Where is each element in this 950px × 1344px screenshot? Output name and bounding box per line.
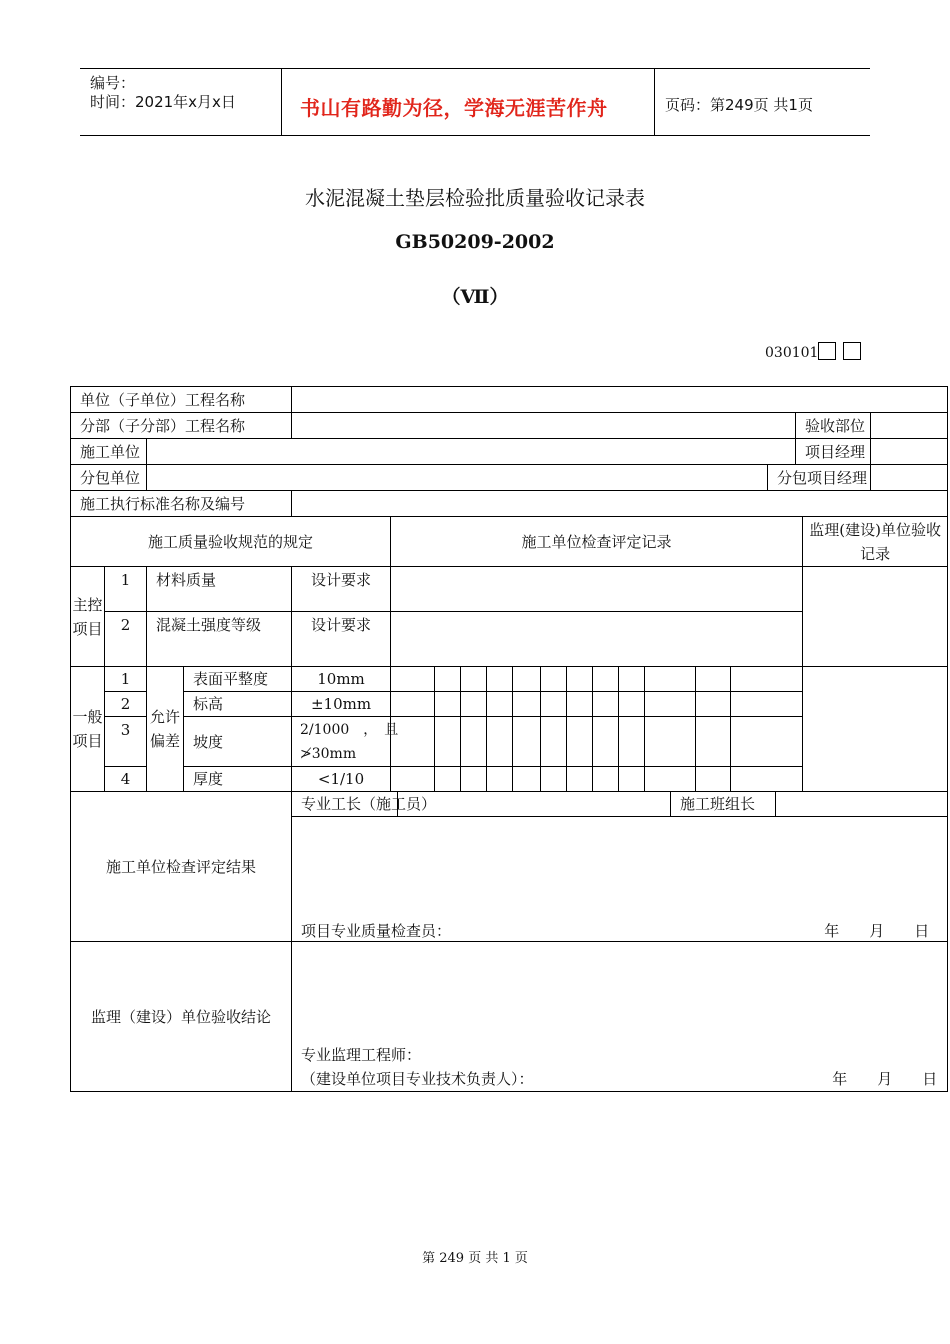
main-item-no: 1 <box>105 567 147 612</box>
result-label: 施工单位检查评定结果 <box>71 792 292 942</box>
measure-cell[interactable] <box>513 717 541 767</box>
tolerance-label: 允许偏差 <box>147 667 184 792</box>
code-box-2[interactable] <box>843 342 861 360</box>
standard-field[interactable] <box>292 491 948 517</box>
measure-cell[interactable] <box>435 667 461 692</box>
main-item-name: 混凝土强度等级 <box>147 612 292 667</box>
team-leader-label: 施工班组长 <box>671 792 776 817</box>
measure-cell[interactable] <box>731 717 803 767</box>
measure-cell[interactable] <box>696 692 731 717</box>
measure-cell[interactable] <box>435 717 461 767</box>
page-info: 页码：第249页 共1页 <box>665 96 813 114</box>
measure-cell[interactable] <box>541 692 567 717</box>
measure-cell[interactable] <box>567 717 593 767</box>
general-item-value: ±10mm <box>292 692 391 717</box>
measure-cell[interactable] <box>391 692 435 717</box>
measure-cell[interactable] <box>461 767 487 792</box>
subcontract-unit-label: 分包单位 <box>71 465 147 491</box>
construction-unit-field[interactable] <box>147 439 796 465</box>
page-footer: 第 249 页 共 1 页 <box>422 1251 528 1266</box>
measure-cell[interactable] <box>593 717 619 767</box>
measure-cell[interactable] <box>593 667 619 692</box>
measure-cell[interactable] <box>487 692 513 717</box>
header-divider-right <box>654 68 655 136</box>
general-item-no: 2 <box>105 692 147 717</box>
acceptance-part-label: 验收部位 <box>796 413 871 439</box>
measure-cell[interactable] <box>696 767 731 792</box>
measure-cell[interactable] <box>513 692 541 717</box>
measure-cell[interactable] <box>593 767 619 792</box>
general-item-name: 标高 <box>184 692 292 717</box>
general-item-value <box>292 717 399 767</box>
construction-unit-label: 施工单位 <box>71 439 147 465</box>
measure-cell[interactable] <box>513 767 541 792</box>
measure-cell[interactable] <box>513 667 541 692</box>
header-bottom-rule <box>80 135 870 136</box>
general-item-no: 3 <box>105 717 147 767</box>
slope-value-line2: ≯30mm <box>300 745 357 762</box>
project-manager-field[interactable] <box>871 439 948 465</box>
supervision-header: 监理(建设)单位验收记录 <box>803 517 948 567</box>
sub-project-field[interactable] <box>292 413 796 439</box>
main-item-record[interactable] <box>391 567 803 612</box>
owner-rep-label: （建设单位项目专业技术负责人）： <box>301 1070 534 1088</box>
conclusion-sign-area[interactable] <box>292 942 948 1092</box>
measure-cell[interactable] <box>567 767 593 792</box>
general-item-name: 厚度 <box>184 767 292 792</box>
measure-cell[interactable] <box>619 667 645 692</box>
measure-cell[interactable] <box>435 692 461 717</box>
subcontract-manager-label: 分包项目经理 <box>768 465 871 491</box>
subcontract-unit-field[interactable] <box>147 465 768 491</box>
subcontract-manager-field[interactable] <box>871 465 948 491</box>
measure-cell[interactable] <box>696 717 731 767</box>
measure-cell[interactable] <box>461 692 487 717</box>
measure-cell[interactable] <box>487 717 513 767</box>
main-item-req: 设计要求 <box>292 567 391 612</box>
code-box-1[interactable] <box>818 342 836 360</box>
measure-cell[interactable] <box>619 692 645 717</box>
document-title: 水泥混凝土垫层检验批质量验收记录表 <box>305 186 645 210</box>
inspector-date: 年 月 日 <box>824 922 930 940</box>
general-items-label: 一般项目 <box>71 667 105 792</box>
measure-cell[interactable] <box>696 667 731 692</box>
measure-cell[interactable] <box>461 717 487 767</box>
measure-cell[interactable] <box>461 667 487 692</box>
result-sign-area[interactable] <box>292 817 948 942</box>
general-item-value: 10mm <box>292 667 391 692</box>
measure-cell[interactable] <box>541 717 567 767</box>
foreman-field[interactable] <box>398 792 671 817</box>
measure-cell[interactable] <box>619 767 645 792</box>
spec-header: 施工质量验收规范的规定 <box>71 517 391 567</box>
main-supervision-cell[interactable] <box>803 567 948 667</box>
general-supervision-cell[interactable] <box>803 667 948 792</box>
foreman-label: 专业工长（施工员） <box>292 792 398 817</box>
general-item-no: 4 <box>105 767 147 792</box>
main-item-record[interactable] <box>391 612 803 667</box>
number-label: 编号： <box>90 74 136 92</box>
conclusion-label: 监理（建设）单位验收结论 <box>71 942 292 1092</box>
main-item-req: 设计要求 <box>292 612 391 667</box>
main-control-label: 主控项目 <box>71 567 105 667</box>
conclusion-date: 年 月 日 <box>832 1070 938 1088</box>
measure-cell[interactable] <box>619 717 645 767</box>
check-record-header: 施工单位检查评定记录 <box>391 517 803 567</box>
measure-cell[interactable] <box>567 692 593 717</box>
measure-cell[interactable] <box>645 667 696 692</box>
general-item-no: 1 <box>105 667 147 692</box>
measure-cell[interactable] <box>541 667 567 692</box>
main-item-name: 材料质量 <box>147 567 292 612</box>
measure-cell[interactable] <box>731 767 803 792</box>
team-leader-field[interactable] <box>776 792 948 817</box>
measure-cell[interactable] <box>391 667 435 692</box>
acceptance-part-field[interactable] <box>871 413 948 439</box>
measure-cell[interactable] <box>731 667 803 692</box>
slope-value-line1: 2/1000 ， 且 <box>300 721 399 738</box>
measure-cell[interactable] <box>645 692 696 717</box>
date-label: 时间：2021年x月x日 <box>90 93 236 111</box>
measure-cell[interactable] <box>487 767 513 792</box>
inspector-label: 项目专业质量检查员： <box>301 922 452 940</box>
standard-number: GB50209-2002 <box>395 231 555 253</box>
header-divider-left <box>281 68 282 136</box>
measure-cell[interactable] <box>541 767 567 792</box>
acceptance-record-table <box>70 386 948 1092</box>
measure-cell[interactable] <box>645 767 696 792</box>
main-item-no: 2 <box>105 612 147 667</box>
general-item-value: <1/10 <box>292 767 391 792</box>
measure-cell[interactable] <box>593 692 619 717</box>
measure-cell[interactable] <box>487 667 513 692</box>
measure-cell[interactable] <box>567 667 593 692</box>
measure-cell[interactable] <box>731 692 803 717</box>
section-number: （Ⅶ） <box>441 286 509 308</box>
measure-cell[interactable] <box>391 767 435 792</box>
standard-label: 施工执行标准名称及编号 <box>71 491 292 517</box>
form-code: 030101 <box>765 345 819 361</box>
engineer-label: 专业监理工程师： <box>301 1046 422 1064</box>
general-item-name: 坡度 <box>184 717 292 767</box>
unit-project-label: 单位（子单位）工程名称 <box>71 387 292 413</box>
measure-cell[interactable] <box>645 717 696 767</box>
project-manager-label: 项目经理 <box>796 439 871 465</box>
unit-project-field[interactable] <box>292 387 948 413</box>
sub-project-label: 分部（子分部）工程名称 <box>71 413 292 439</box>
measure-cell[interactable] <box>435 767 461 792</box>
general-item-name: 表面平整度 <box>184 667 292 692</box>
motto: 书山有路勤为径，学海无涯苦作舟 <box>300 96 608 120</box>
header-top-rule <box>80 68 870 69</box>
